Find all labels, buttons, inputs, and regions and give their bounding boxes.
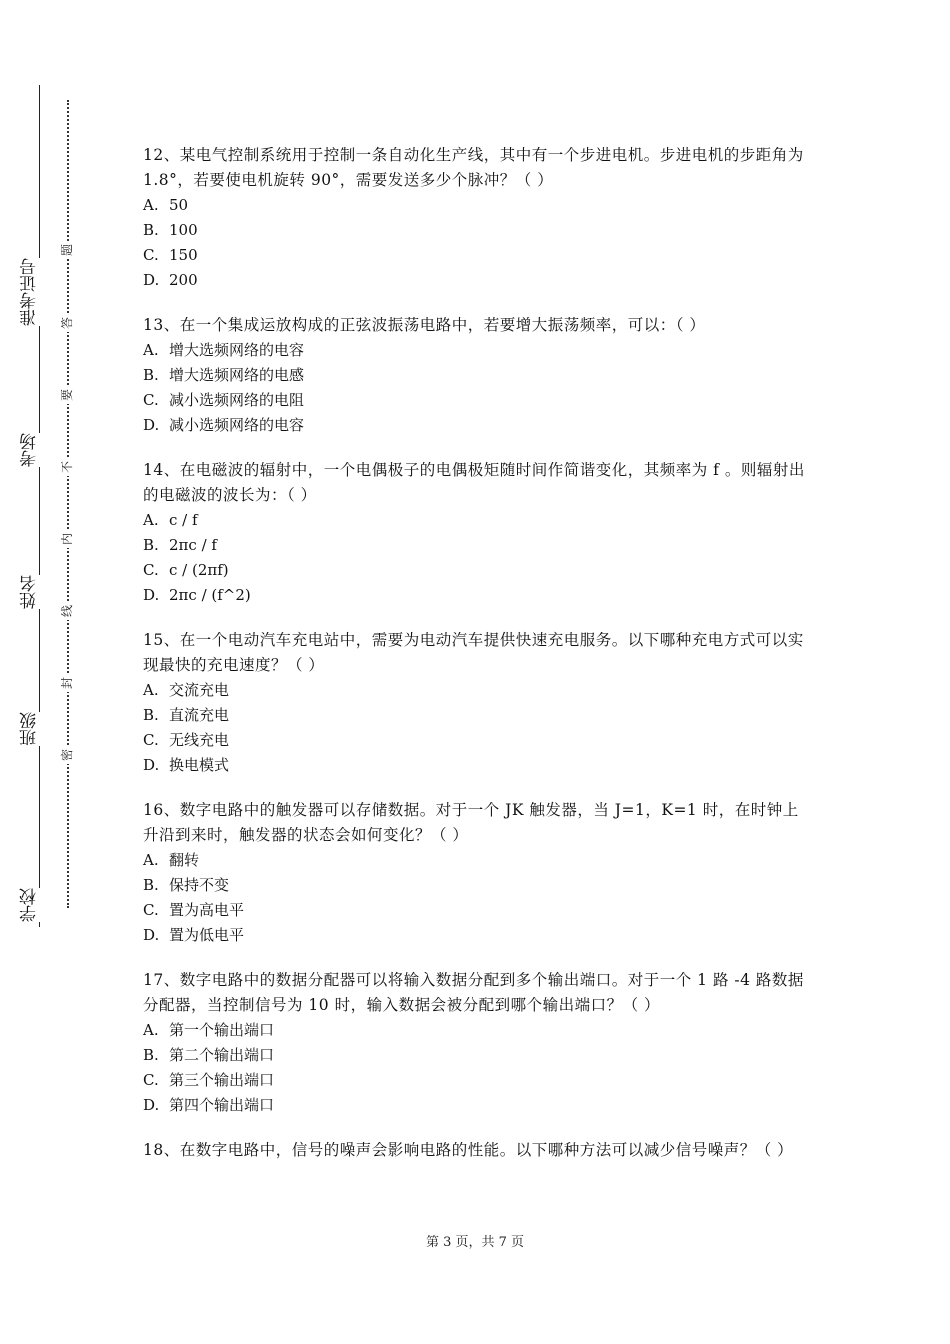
option-a: A. c / f	[143, 511, 198, 529]
option-d: D. 第四个输出端口	[143, 1096, 275, 1114]
question-12	[143, 143, 813, 293]
seal-char: 封	[60, 674, 74, 692]
option-c: C. 无线充电	[143, 731, 230, 749]
school-label: 学校	[20, 888, 40, 922]
option-b: B. 第二个输出端口	[143, 1046, 275, 1064]
seal-char: 要	[60, 386, 74, 404]
name-label: 姓名	[20, 575, 40, 609]
question-stem: 17、数字电路中的数据分配器可以将输入数据分配到多个输出端口。对于一个 1 路 -4 路数据分配器，当控制信号为 10 时，输入数据会被分配到哪个输出端口？（ ）	[143, 971, 804, 1014]
option-a: A. 第一个输出端口	[143, 1021, 275, 1039]
option-d: D. 置为低电平	[143, 926, 245, 944]
option-c: C. c / (2πf)	[143, 561, 229, 579]
class-label: 班级	[20, 712, 40, 746]
option-a: A. 增大选频网络的电容	[143, 341, 305, 359]
seal-char: 线	[60, 602, 74, 620]
option-c: C. 减小选频网络的电阻	[143, 391, 305, 409]
question-17	[143, 968, 813, 1118]
option-d: D. 200	[143, 271, 198, 289]
question-stem: 13、在一个集成运放构成的正弦波振荡电路中，若要增大振荡频率，可以：（ ）	[143, 316, 706, 334]
exam-room-label: 考场	[20, 433, 40, 467]
question-16	[143, 798, 813, 948]
seal-char: 题	[60, 241, 74, 259]
option-c: C. 第三个输出端口	[143, 1071, 275, 1089]
question-18	[143, 1138, 813, 1163]
question-stem: 16、数字电路中的触发器可以存储数据。对于一个 JK 触发器，当 J=1，K=1 时，在时钟上升沿到来时，触发器的状态会如何变化？（ ）	[143, 801, 799, 844]
admission-number-label: 准考证号	[20, 258, 40, 326]
option-d: D. 2πc / (f^2)	[143, 586, 251, 604]
option-b: B. 直流充电	[143, 706, 230, 724]
question-stem: 12、某电气控制系统用于控制一条自动化生产线，其中有一个步进电机。步进电机的步距角为 1.8°，若要使电机旋转 90°，需要发送多少个脉冲？（ ）	[143, 146, 804, 189]
question-13	[143, 313, 813, 438]
option-d: D. 减小选频网络的电容	[143, 416, 305, 434]
question-stem: 15、在一个电动汽车充电站中，需要为电动汽车提供快速充电服务。以下哪种充电方式可以实现最快的充电速度？（ ）	[143, 631, 804, 674]
page-footer: 第 3 页，共 7 页	[425, 1235, 525, 1250]
seal-char: 内	[60, 530, 74, 548]
binding-solid-line	[39, 85, 40, 927]
question-list	[143, 143, 813, 1183]
option-b: B. 2πc / f	[143, 536, 217, 554]
option-a: A. 翻转	[143, 851, 200, 869]
option-c: C. 150	[143, 246, 198, 264]
question-stem: 18、在数字电路中，信号的噪声会影响电路的性能。以下哪种方法可以减少信号噪声？（ ）	[143, 1141, 794, 1159]
seal-char: 不	[60, 458, 74, 476]
seal-dotted-line	[67, 100, 69, 908]
question-15	[143, 628, 813, 778]
option-b: B. 保持不变	[143, 876, 230, 894]
question-14	[143, 458, 813, 608]
option-b: B. 增大选频网络的电感	[143, 366, 305, 384]
seal-char: 答	[60, 314, 74, 332]
option-a: A. 交流充电	[143, 681, 230, 699]
option-c: C. 置为高电平	[143, 901, 245, 919]
question-stem: 14、在电磁波的辐射中，一个电偶极子的电偶极矩随时间作简谐变化，其频率为 f 。则辐射出的电磁波的波长为：（ ）	[143, 461, 805, 504]
option-d: D. 换电模式	[143, 756, 230, 774]
option-a: A. 50	[143, 196, 189, 214]
seal-char: 密	[60, 746, 74, 764]
option-b: B. 100	[143, 221, 198, 239]
